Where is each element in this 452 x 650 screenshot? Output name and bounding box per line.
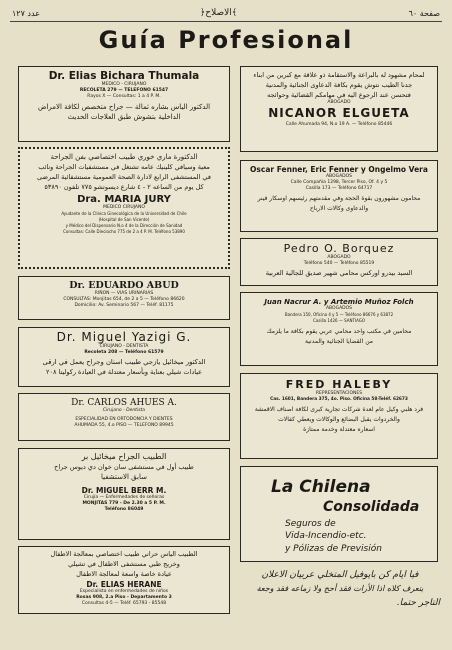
ad-arabic-line: وخريج طبي مستشفى الاطفال في تشيلي	[68, 560, 180, 568]
handwritten-note	[240, 568, 440, 630]
ad-line: Cas. 1601, Bandera 375, 4o. Piso. Oficina 58-Teléf. 62673	[270, 397, 408, 402]
advertiser-name: Oscar Fenner, Eric Fenner y Ongelmo Vera	[250, 165, 428, 174]
ad-arabic-line: والدعاوى وكالات الارباح	[309, 205, 369, 212]
note-line: التاجر حتما.	[396, 598, 440, 608]
company-tagline: Vida-Incendio-etc.	[285, 531, 367, 541]
advertiser-name: Juan Nacrur A. y Artemio Muñoz Folch	[264, 298, 414, 306]
advertiser-name: NICANOR ELGUETA	[268, 106, 410, 120]
ad-arabic-line: جدنا الطيب نتوش يقوم بكافة الدعاوى الجنائية والمدنية	[265, 81, 413, 89]
ad-line: RIÑON — VIAS URINARIAS	[94, 291, 154, 296]
ad-line: Domicilio: Av. Seminario 567 — Teléf. 81175	[74, 303, 174, 308]
company-name-2: Consolidada	[323, 499, 420, 515]
ad-line: Calle Ahumada 94, N.o 19 A. — Teléfono 85446	[285, 122, 393, 127]
page-number: صفحة ٦٠	[408, 9, 440, 18]
ad-line: ABOGADOS	[325, 174, 353, 179]
advertiser-name: Dr. MIGUEL BERR M.	[81, 486, 167, 495]
note-line: يتعرف كلاه اذا الأرات فقد أحج ولا زماعه فقد وجعة	[256, 584, 424, 593]
advertiser-name: Dr. Miguel Yazigi G.	[56, 330, 192, 344]
note-line: فيا ايام كن بايوفيل المتخلي عربيان الاعلان	[261, 570, 419, 580]
ad-miguel-berr	[18, 448, 230, 540]
ad-line: REPRESENTACIONES	[315, 391, 363, 396]
ad-arabic-line: الدكتور ميخائيل يازجي طبيب اسنان وجراح يعمل في ارقى	[42, 358, 206, 366]
ad-arabic-line: الطبيب الجراح ميخائيل بر	[81, 452, 167, 461]
ad-line: Rosas 908, 2.a Piso - Departamento 3	[76, 595, 172, 600]
advertiser-name: Dra. MARIA JURY	[77, 194, 171, 205]
ad-fenner-vera	[240, 160, 438, 232]
ad-line: MONJITAS 779 - De 2.30 a 5 P. M.	[82, 501, 166, 506]
company-tagline: Seguros de	[285, 519, 336, 529]
ad-line: Consultas 4-5 — Teléf. 65793 - 85548	[81, 601, 167, 606]
page-title: Guía Profesional	[98, 26, 354, 54]
ad-arabic-line: فرد هلبي وكيل عام لعدة شركات تجارية كبرى لكافة اصناف الاقمشة	[254, 406, 424, 413]
ad-line: Cirujano - Dentista	[102, 408, 146, 413]
ad-arabic-line: الطبيب الياس حراني طبيب اختصاصي بمعالجة الاطفال	[50, 550, 198, 558]
ad-miguel-yazigi	[18, 327, 230, 387]
ad-line: Teléfono 86049	[104, 507, 144, 512]
page-header	[10, 8, 442, 22]
ad-line: ABOGADO	[327, 255, 351, 260]
company-name: La Chilena	[271, 477, 371, 497]
advertiser-name: Pedro O. Borquez	[283, 242, 395, 255]
ad-fred-haleby	[240, 373, 438, 459]
ad-maria-jury	[18, 147, 230, 269]
ad-pedro-borquez	[240, 238, 438, 286]
ad-eduardo-abud	[18, 276, 230, 320]
advertiser-name: FRED HALEBY	[285, 378, 393, 391]
masthead: ﴿الاصلاح﴾	[200, 8, 238, 18]
ad-line: Casilla 1426 — SANTIAGO	[313, 318, 365, 323]
ad-arabic-line: معية وسيافي كلينيك عامه تشتغل في مستشفيات الجراحة ونائب	[38, 163, 210, 171]
ad-line: RECOLETA 279 — TELEFONO 61547	[79, 88, 169, 93]
ad-arabic-line: لمحام مشهود له بالبراعة والاستقامة ذو علاقة مع كبرين من ابناء	[253, 71, 425, 79]
ad-arabic-line: الدكتورة ماري خوري طبيب اختصاصي بفن الجراحة	[50, 153, 198, 161]
ad-arabic-line: كل يوم من الساعه ٢ - ٤ شارع ديسوتشو ٧٧٥ تلفون ٥٣٨٩٠	[44, 183, 204, 191]
ad-elias-thumala	[18, 66, 230, 142]
ad-line: ABOGADOS	[325, 306, 353, 311]
company-tagline: y Pólizas de Previsión	[285, 544, 382, 554]
ad-la-chilena-consolidada	[240, 466, 438, 562]
ad-nicanor-elgueta	[240, 66, 438, 152]
ad-arabic-line: اسعاره معتدلة وخدمة ممتازة	[303, 426, 375, 433]
advertiser-name: Dr. ELIAS HERANE	[86, 580, 162, 589]
advertiser-name: Dr. Elias Bichara Thumala	[48, 70, 200, 82]
advertiser-name: Dr. CARLOS AHUES A.	[71, 398, 177, 408]
ad-line: y Médico del Dispensario N.o 4 de la Dirección de Sanidad	[65, 223, 183, 228]
ad-line: Cirujía — Enfermedades de señoras	[83, 495, 165, 500]
ad-line: MEDICO CIRUJANO	[103, 205, 145, 210]
ad-arabic-line: السيد بيدرو اوركس محامي شهير صديق للجالية العربية	[265, 269, 413, 277]
ad-line: Consultas: Calle Dieciocho 775 de 2 a 4 P. M. Teléfono 53890	[63, 229, 185, 234]
ad-arabic-line: محامين في مكتب واحد محامي عربي يقوم بكافة ما يلزمك	[266, 328, 412, 335]
ad-nacrur-munoz	[240, 292, 438, 366]
ad-elias-herane	[18, 546, 230, 614]
ad-line: Recoleta 208 — Teléfono 61579	[84, 350, 164, 355]
ad-line: CIRUJANO - DENTISTA	[99, 344, 149, 349]
ad-arabic-line: طبيب أول في مستشفى سان خوان دي ديوس جراح	[54, 463, 194, 471]
ad-line: Bandera 150, Oficina 4 y 5 — Teléfono 86676 y 63872	[284, 312, 394, 317]
ad-arabic-line: الدكتور الياس بشاره ثمالة — جراح متخصص لكافة الامراض	[37, 103, 211, 111]
ad-line: AHUMADA 55, 4.o PISO — TELEFONO 89945	[74, 423, 174, 428]
ad-arabic-line: الداخلية بتشوش طبق العلاجات الحديث	[67, 113, 181, 121]
ad-arabic-line: فتحسن عند الرجوع اليه في مهامكم القضائية وحوائجه	[267, 91, 411, 99]
ad-line: (Hospital de San Vicente)	[98, 217, 150, 222]
ad-line: ESPECIALIDAD EN ORTODONCIA Y DIENTES	[75, 417, 173, 422]
ad-line: CONSULTAS: Monjitas 654, de 2 a 5 — Teléfono 86620	[63, 297, 185, 302]
ad-line: Especialista en enfermedades de niños	[79, 589, 169, 594]
advertiser-name: Dr. EDUARDO ABUD	[69, 280, 179, 291]
ad-line: Teléfono 540 — Teléfono 85519	[303, 261, 375, 266]
ad-arabic-line: محامون مشهورون بقوة الحجة وفي مقدمتهم رئيسهم اوسكار فينر	[257, 195, 421, 202]
ad-arabic-line: والخردوات يقبل البضائع والوكالات ويعطي كفالات	[278, 416, 400, 423]
ad-carlos-ahues	[18, 393, 230, 441]
ad-arabic-line: في المستشفى الرابع لادارة الصحة العمومية مستشفائية المرضى	[37, 173, 211, 181]
ad-line: Ayudante de la Clínica Ginecológica de la Universidad de Chile	[61, 211, 187, 216]
issue-number: عدد ١٢٧	[12, 9, 40, 18]
ad-arabic-line: سابق الاستشفيا	[101, 473, 147, 481]
ad-arabic-line: من القضايا الجنائية والمدنية	[305, 338, 373, 345]
ad-line: ABOGADO	[327, 100, 351, 105]
ad-line: MEDICO - CIRUJANO	[101, 82, 147, 87]
ad-line: Rayos X — Consultas: 1 a 4 P. M.	[87, 94, 161, 99]
ad-arabic-line: عيادات شيلي بعناية وبأسعار معتدلة في العيادة ركوليتا ٢٠٨	[45, 368, 203, 376]
ad-line: Calle Compañía 1298, Tercer Piso, Of. 4 y 5	[290, 180, 388, 185]
ad-line: Casilla 173 — Teléfono 64717	[305, 186, 373, 191]
ad-arabic-line: عيادة خاصة واسعة لمعالجة الاطفال	[76, 570, 172, 578]
